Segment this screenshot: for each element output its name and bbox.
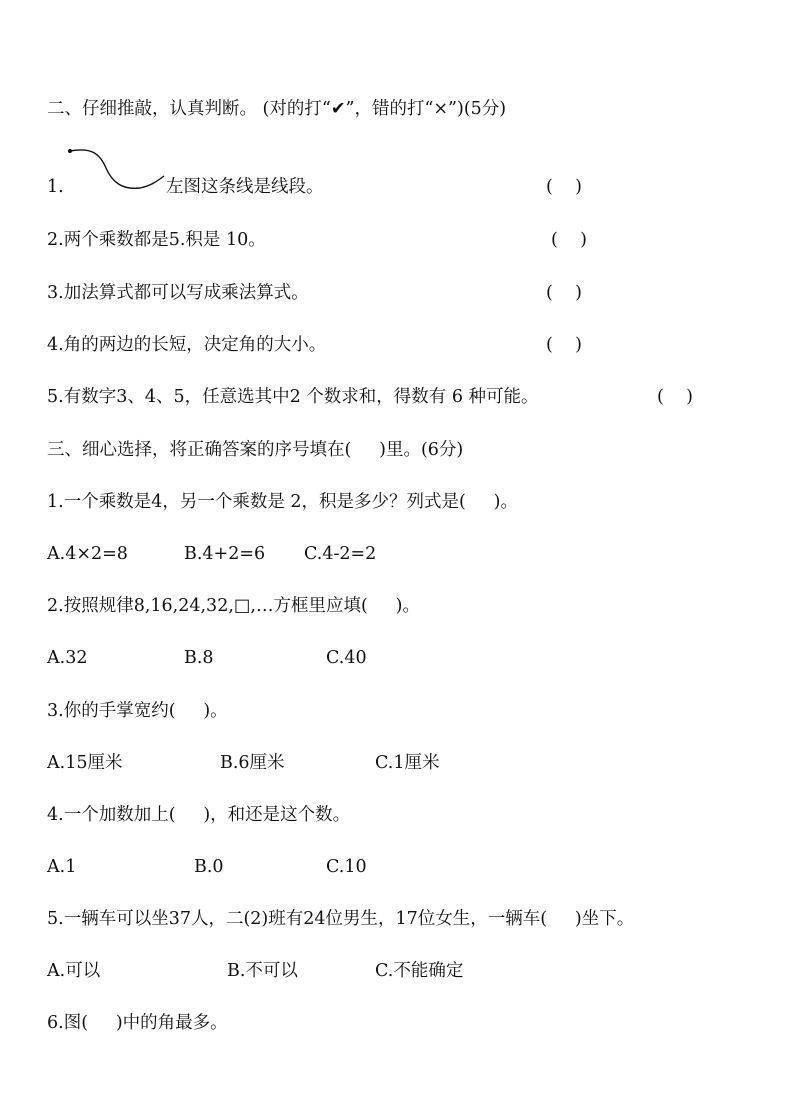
q4-option-a[interactable]: A.1 (47, 857, 77, 877)
q1-option-c[interactable]: C.4-2=2 (304, 544, 377, 564)
choice-question-3: 3.你的手掌宽约( )。 (47, 701, 228, 721)
judge-item-2-answer[interactable]: ( ) (551, 230, 587, 250)
choice-question-1: 1.一个乘数是4，另一个乘数是 2，积是多少？列式是( )。 (47, 492, 518, 512)
judge-item-4-answer[interactable]: ( ) (546, 335, 582, 355)
judge-item-1-text: 左图这条线是线段。 (166, 177, 324, 197)
q2-option-a[interactable]: A.32 (47, 648, 88, 668)
q2-option-b[interactable]: B.8 (184, 648, 214, 668)
q4-option-c[interactable]: C.10 (326, 857, 367, 877)
judge-item-1-answer[interactable]: ( ) (546, 177, 582, 197)
judge-item-2-text: 2.两个乘数都是5.积是 10。 (47, 230, 266, 250)
judge-item-4-text: 4.角的两边的长短，决定角的大小。 (47, 335, 327, 355)
judge-item-3-text: 3.加法算式都可以写成乘法算式。 (47, 283, 309, 303)
choice-question-5: 5.一辆车可以坐37人，二(2)班有24位男生，17位女生，一辆车( )坐下。 (47, 909, 635, 929)
q1-option-a[interactable]: A.4×2=8 (47, 544, 128, 564)
q2-option-c[interactable]: C.40 (326, 648, 367, 668)
judge-item-5-text: 5.有数字3、4、5，任意选其中2 个数求和，得数有 6 种可能。 (47, 387, 539, 407)
q5-option-b[interactable]: B.不可以 (227, 961, 298, 981)
q4-option-b[interactable]: B.0 (194, 857, 224, 877)
section3-heading: 三、细心选择，将正确答案的序号填在( )里。(6分) (47, 440, 464, 460)
q5-option-a[interactable]: A.可以 (47, 961, 101, 981)
q3-option-c[interactable]: C.1厘米 (375, 753, 440, 773)
choice-question-4: 4.一个加数加上( )，和还是这个数。 (47, 805, 351, 825)
section2-heading: 二、仔细推敲，认真判断。 (对的打“✔”，错的打“×”)(5分) (47, 99, 507, 119)
judge-item-1-number: 1. (47, 177, 64, 197)
choice-question-6: 6.图( )中的角最多。 (47, 1013, 228, 1033)
q5-option-c[interactable]: C.不能确定 (375, 961, 464, 981)
q3-option-b[interactable]: B.6厘米 (220, 753, 285, 773)
q1-option-b[interactable]: B.4+2=6 (184, 544, 266, 564)
curve-line-figure (62, 142, 172, 197)
judge-item-3-answer[interactable]: ( ) (546, 283, 582, 303)
choice-question-2: 2.按照规律8,16,24,32,□,…方框里应填( )。 (47, 596, 420, 616)
q3-option-a[interactable]: A.15厘米 (47, 753, 123, 773)
judge-item-5-answer[interactable]: ( ) (657, 387, 693, 407)
